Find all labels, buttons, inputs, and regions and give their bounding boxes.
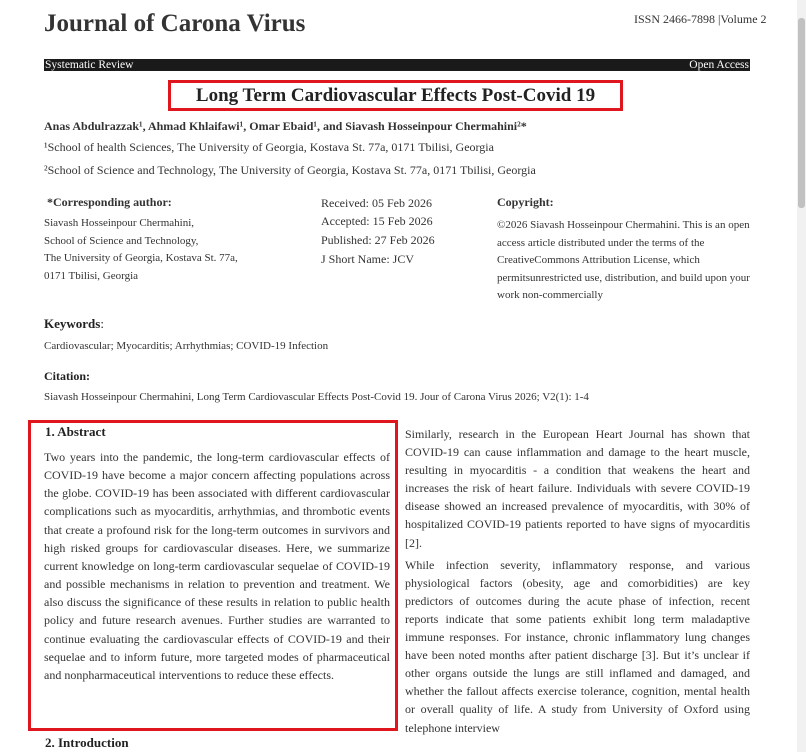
- keywords-label: Keywords: [44, 316, 101, 331]
- abstract-text: Two years into the pandemic, the long-term cardiovascular effects of COVID-19 have become a major concern affecting populations across the globe. COVID-19 has been associated with different cardiovascular complications such as myocarditis, arrhythmias, and thrombotic events that create a profound risk for the long-term outcomes in survivors and high risked groups for cardiovascular diseases. Here, we summarize current knowledge on long-term cardiovascular sequelae of COVID-19 and possible mechanisms in relation to prevention and treatment. We also discuss the significance of these results in relation to public health policy and future research avenues. Further studies are warranted to continue evaluating the cardiovascular effects of COVID-19 and their sequelae and to inform future, more targeted modes of pharmaceutical and nonpharmaceutical interventions to reduce these effects.: [44, 450, 390, 682]
- authors: Anas Abdulrazzak¹, Ahmad Khlaifawi¹, Omar Ebaid¹, and Siavash Hosseinpour Chermahini²*: [44, 119, 527, 133]
- vertical-scrollbar[interactable]: [797, 0, 806, 752]
- citation-label: Citation:: [44, 369, 90, 383]
- corresponding-line: Siavash Hosseinpour Chermahini,: [44, 217, 195, 229]
- citation-text: Siavash Hosseinpour Chermahini, Long Term Cardiovascular Effects Post-Covid 19. Jour of Carona Virus 2026; V2(1): 1-4: [44, 391, 589, 403]
- article-type-label: Systematic Review: [45, 59, 134, 71]
- corresponding-line: The University of Georgia, Kostava St. 77a,: [44, 252, 238, 264]
- body-paragraph: While infection severity, inflammatory response, and various physiological factors (obesity, age and comorbidities) are key predictors of outcomes during the acute phase of infection, recent reports indicate that some patients exhibit long term maladaptive immune responses. For instance, chronic inflammatory lung changes have been noted months after patient discharge [3]. But it’s unclear if other organs outside the lungs are still inflamed and damaged, and whether the fallout affects exercise tolerance, cognition, mental health or overall quality of life. A study from University of Oxford using telephone interview: [405, 557, 750, 735]
- corresponding-line: School of Science and Technology,: [44, 234, 199, 247]
- published-date: Published: 27 Feb 2026: [321, 233, 435, 247]
- keywords-text: Cardiovascular; Myocarditis; Arrhythmias; COVID-19 Infection: [44, 340, 329, 352]
- article-type-bar: [44, 59, 750, 71]
- body-paragraph: Similarly, research in the European Heart Journal has shown that COVID-19 can cause inflammation and damage to the heart muscle, resulting in myocarditis - a condition that weakens the heart and increases the risk of heart failure. Individuals with severe COVID-19 disease showed an increased prevalence of myocarditis, with 30% of hospitalized COVID-19 patients reported to have signs of myocarditis [2].: [405, 427, 750, 550]
- copyright-label: Copyright:: [497, 195, 554, 209]
- keywords-colon: :: [100, 316, 104, 331]
- copyright-text: ©2026 Siavash Hosseinpour Chermahini. This is an open access article distributed under the terms of the CreativeCommons Attribution License, which permitsunrestricted use, distribution, and build upon your work non-commercially: [497, 219, 750, 301]
- abstract-heading: 1. Abstract: [45, 424, 106, 439]
- affiliation-1: ¹School of health Sciences, The University of Georgia, Kostava St. 77a, 0171 Tbilisi, Georgia: [44, 140, 494, 154]
- accepted-date: Accepted: 15 Feb 2026: [321, 214, 433, 228]
- open-access-label: Open Access: [689, 59, 749, 71]
- keywords-heading: [44, 316, 104, 332]
- affiliation-2: ²School of Science and Technology, The University of Georgia, Kostava St. 77a, 0171 Tbilisi, Georgia: [44, 163, 536, 177]
- right-column-body: [405, 425, 750, 737]
- received-date: Received: 05 Feb 2026: [321, 196, 432, 210]
- scrollbar-thumb[interactable]: [798, 18, 805, 208]
- issn-volume: ISSN 2466-7898 |Volume 2: [634, 12, 767, 26]
- journal-short-name: J Short Name: JCV: [321, 252, 414, 266]
- corresponding-author-block: [44, 215, 304, 285]
- introduction-heading: 2. Introduction: [45, 735, 129, 750]
- journal-title: Journal of Carona Virus: [44, 10, 306, 37]
- corresponding-line: 0171 Tbilisi, Georgia: [44, 269, 139, 282]
- paper-title: Long Term Cardiovascular Effects Post-Covid 19: [195, 85, 596, 106]
- corresponding-author-label: *Corresponding author:: [47, 195, 172, 209]
